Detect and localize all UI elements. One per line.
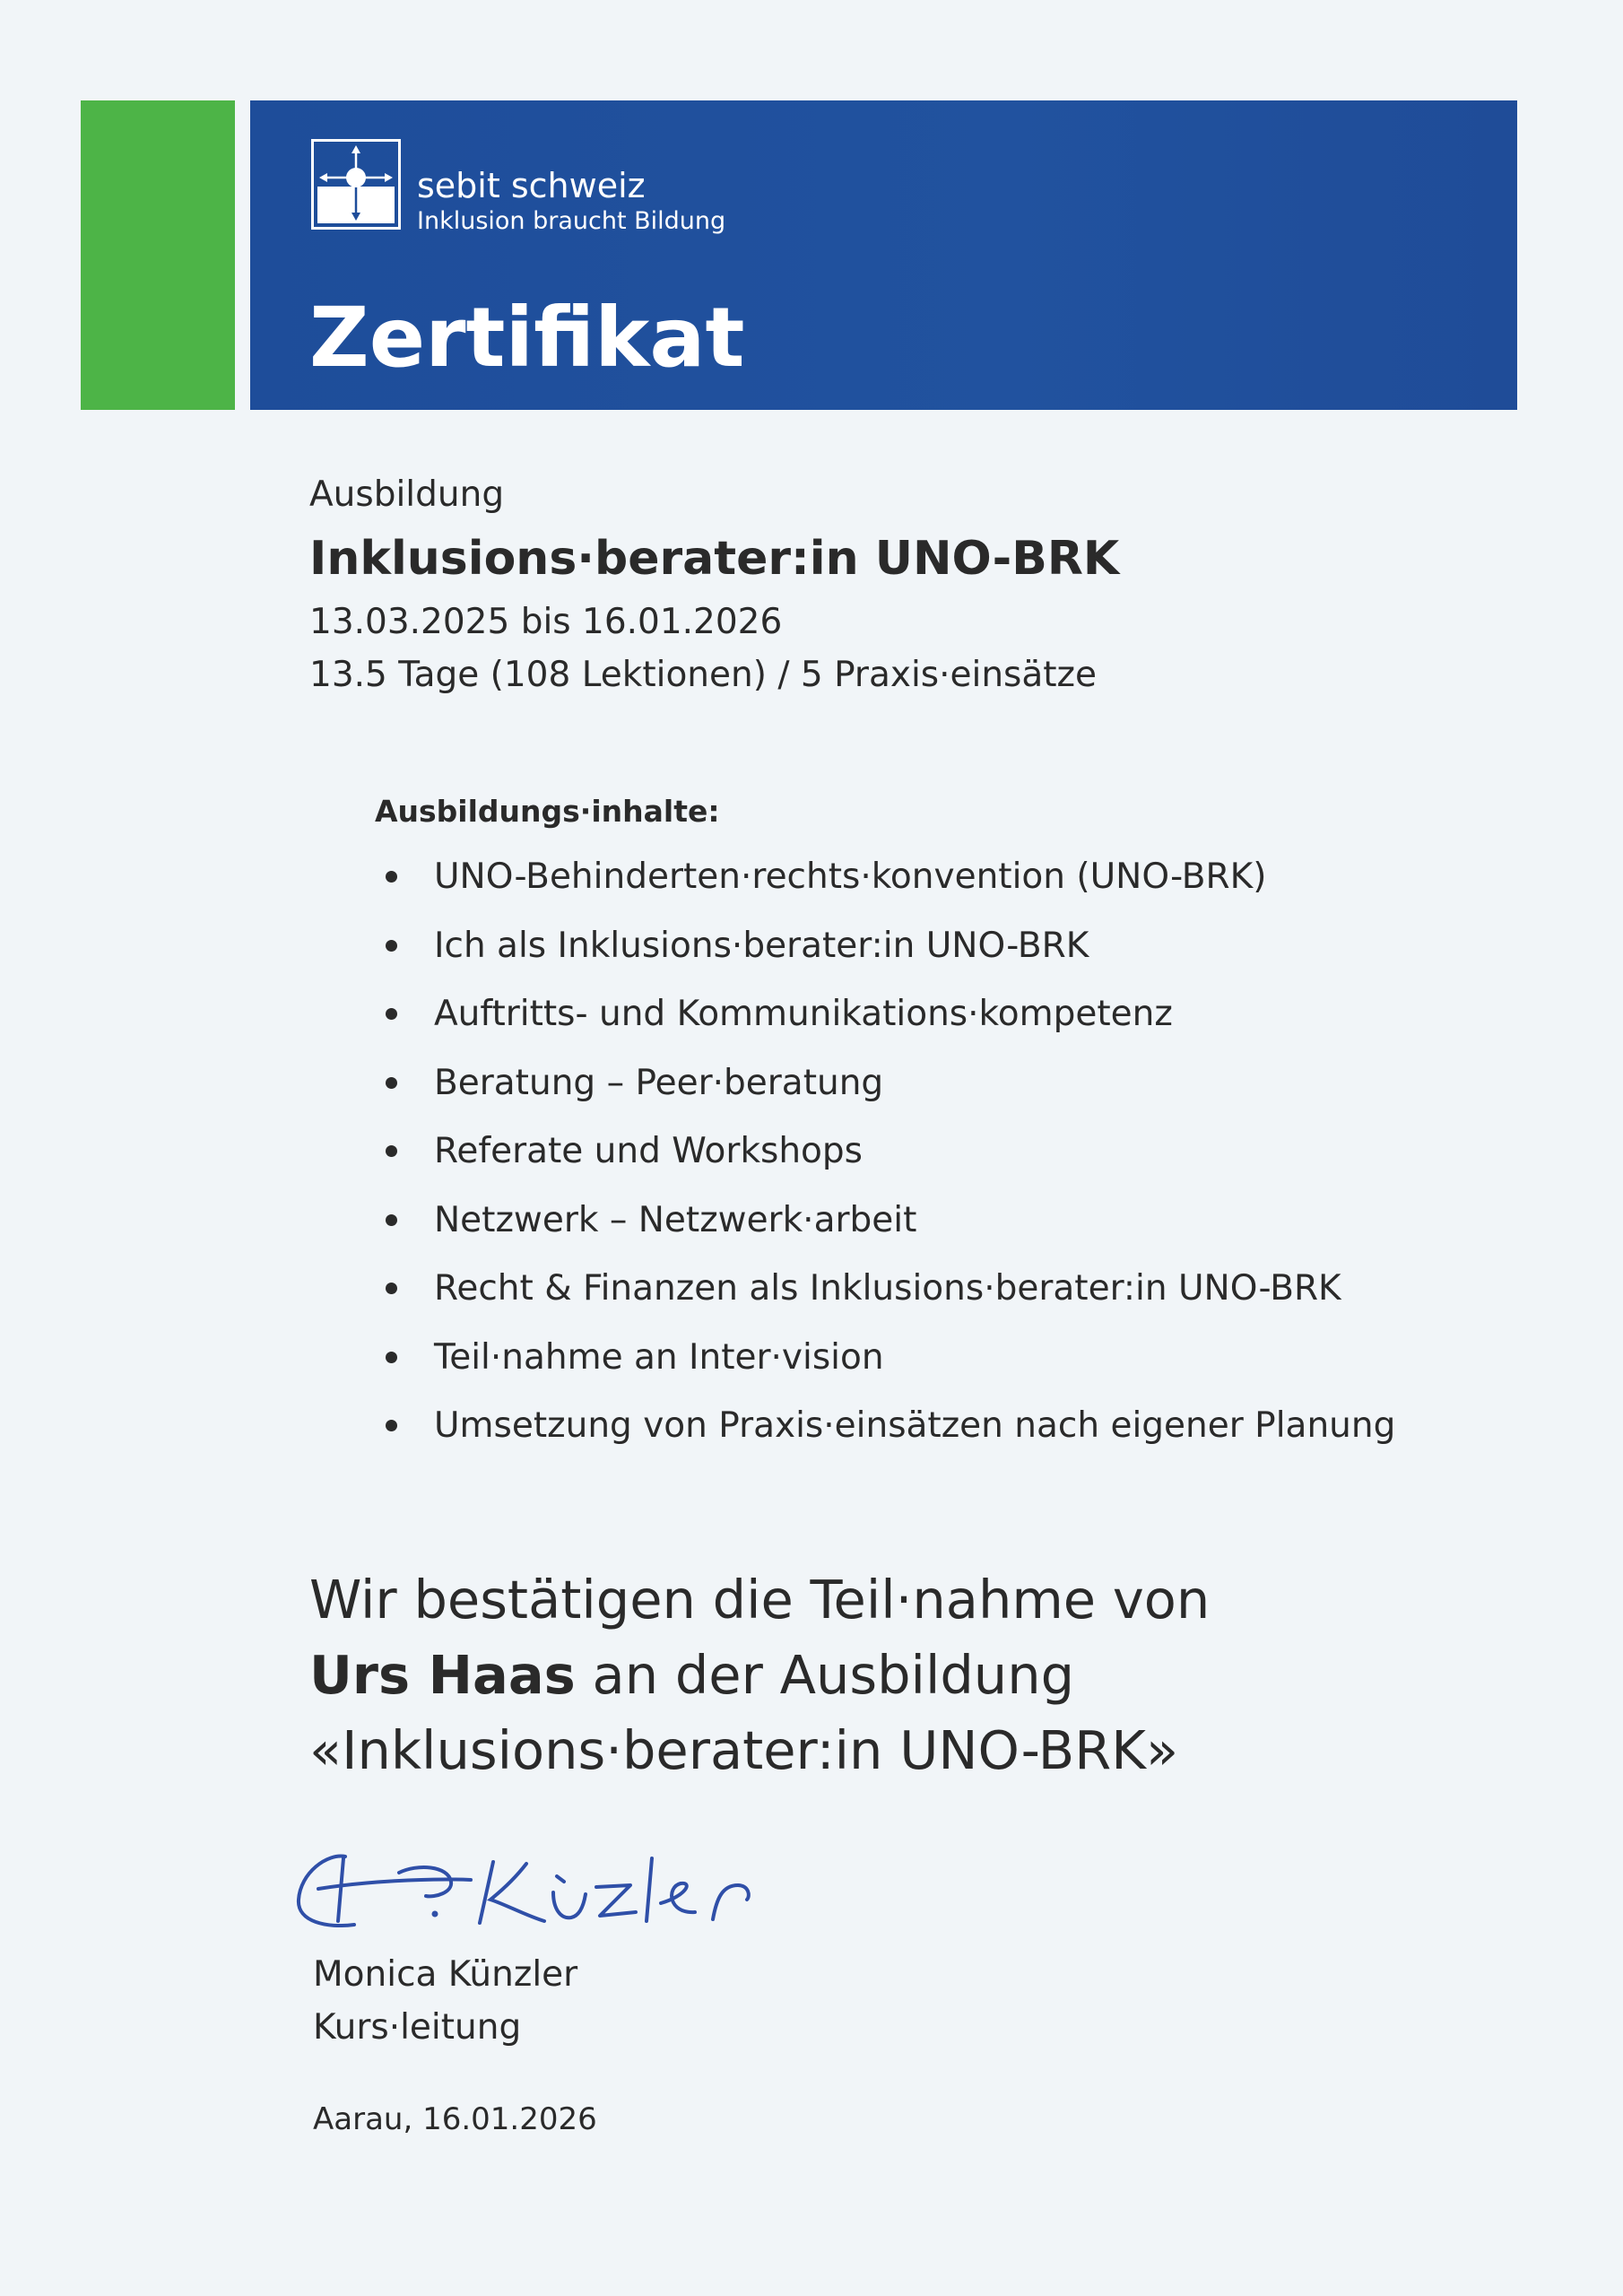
list-item-text: Ich als Inklusions·berater:in UNO-BRK xyxy=(434,925,1089,966)
list-item xyxy=(375,856,1395,925)
brand-tagline: Inklusion braucht Bildung xyxy=(417,207,726,235)
list-item xyxy=(375,1267,1395,1336)
list-item xyxy=(375,1336,1395,1405)
contents-list xyxy=(375,856,1395,1474)
four-arrows-cross-icon xyxy=(314,142,398,227)
list-item-text: Auftritts- und Kommunikations·kompetenz xyxy=(434,994,1173,1034)
list-item-text: Referate und Workshops xyxy=(434,1131,863,1171)
list-item xyxy=(375,1405,1395,1474)
bullet-icon xyxy=(386,1145,397,1157)
handwritten-signature xyxy=(291,1846,794,1944)
green-accent-bar xyxy=(81,100,235,410)
list-item-text: Netzwerk – Netzwerk·arbeit xyxy=(434,1199,917,1240)
signer-role: Kurs·leitung xyxy=(313,2007,522,2048)
list-item xyxy=(375,1130,1395,1199)
course-extent: 13.5 Tage (108 Lektionen) / 5 Praxis·einsätze xyxy=(309,655,1098,695)
bullet-icon xyxy=(386,940,397,952)
course-name: Inklusions·berater:in UNO-BRK xyxy=(309,532,1120,586)
bullet-icon xyxy=(386,1283,397,1294)
confirmation-line-1: Wir bestätigen die Teil·nahme von xyxy=(309,1569,1211,1631)
confirmation-statement xyxy=(309,1562,1210,1788)
signer-name: Monica Künzler xyxy=(313,1954,578,1995)
confirmation-line-2 xyxy=(309,1638,1210,1713)
confirmation-line-3: «Inklusions·berater:in UNO-BRK» xyxy=(309,1719,1179,1781)
bullet-icon xyxy=(386,1077,397,1089)
brand-name: sebit schweiz xyxy=(417,166,646,205)
sebit-logo xyxy=(311,139,401,230)
certificate-title: Zertifikat xyxy=(309,290,745,386)
list-item-text: Umsetzung von Praxis·einsätzen nach eigener Planung xyxy=(434,1405,1396,1446)
list-item-text: UNO-Behinderten·rechts·konvention (UNO-BRK) xyxy=(434,857,1267,897)
place-and-date: Aarau, 16.01.2026 xyxy=(313,2101,597,2137)
list-item xyxy=(375,993,1395,1062)
list-item xyxy=(375,925,1395,994)
list-item xyxy=(375,1199,1395,1268)
bullet-icon xyxy=(386,1420,397,1431)
list-item-text: Beratung – Peer·beratung xyxy=(434,1062,884,1103)
list-item-text: Teil·nahme an Inter·vision xyxy=(434,1336,884,1378)
participant-name: Urs Haas xyxy=(309,1644,576,1706)
course-kind: Ausbildung xyxy=(309,474,505,515)
list-item xyxy=(375,1062,1395,1131)
header-banner xyxy=(250,100,1517,410)
contents-heading: Ausbildungs·inhalte: xyxy=(375,794,720,829)
confirmation-line-2-rest: an der Ausbildung xyxy=(575,1644,1075,1706)
course-dates: 13.03.2025 bis 16.01.2026 xyxy=(309,602,783,642)
bullet-icon xyxy=(386,1352,397,1363)
list-item-text: Recht & Finanzen als Inklusions·berater:in UNO-BRK xyxy=(434,1268,1341,1309)
bullet-icon xyxy=(386,1008,397,1020)
bullet-icon xyxy=(386,871,397,883)
bullet-icon xyxy=(386,1214,397,1226)
